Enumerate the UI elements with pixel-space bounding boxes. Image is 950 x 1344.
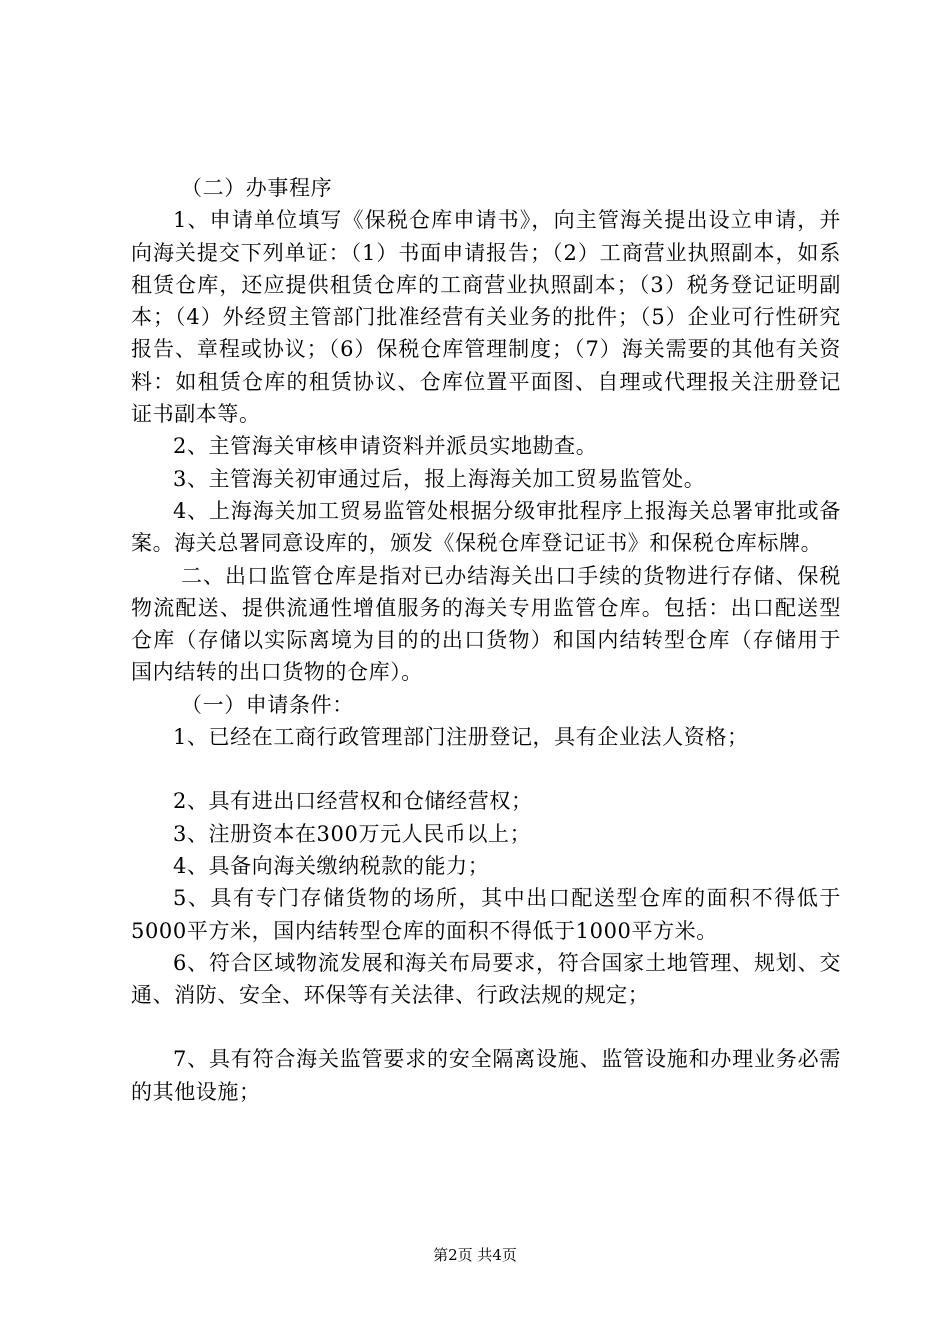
paragraph: 7、具有符合海关监管要求的安全隔离设施、监管设施和办理业务必需的其他设施；	[131, 1047, 841, 1104]
section-heading-procedure: （二）办事程序	[181, 176, 333, 200]
paragraph: 3、主管海关初审通过后，报上海海关加工贸易监管处。	[173, 466, 706, 491]
paragraph: 1、申请单位填写《保税仓库申请书》，向主管海关提出设立申请，并向海关提交下列单证：（1）书面申请报告；（2）工商营业执照副本，如系租赁仓库，还应提供租赁仓库的工商营业执照副本；（3）税务登记证明副本；（4）外经贸主管部门批准经营有关业务的批件；（5）企业可行性研究报告、章程或协议；（6）保税仓库管理制度；（7）海关需要的其他有关资料：如租赁仓库的租赁协议、仓库位置平面图、自理或代理报关注册登记证书副本等。	[131, 208, 841, 427]
paragraph: 二、出口监管仓库是指对已办结海关出口手续的货物进行存储、保税物流配送、提供流通性增值服务的海关专用监管仓库。包括：出口配送型仓库（存储以实际离境为目的的出口货物）和国内结转型仓库（存储用于国内结转的出口货物的仓库）。	[131, 563, 841, 685]
paragraph: 4、具备向海关缴纳税款的能力；	[173, 853, 490, 878]
paragraph: 1、已经在工商行政管理部门注册登记，具有企业法人资格；	[173, 725, 749, 750]
document-body	[131, 172, 841, 1108]
page-footer: 第2页 共4页	[433, 1246, 517, 1264]
paragraph: 3、注册资本在300万元人民币以上；	[173, 821, 532, 846]
paragraph: 4、上海海关加工贸易监管处根据分级审批程序上报海关总署审批或备案。海关总署同意设库的，颁发《保税仓库登记证书》和保税仓库标牌。	[131, 498, 841, 556]
paragraph: 5、具有专门存储货物的场所，其中出口配送型仓库的面积不得低于5000平方米，国内结转型仓库的面积不得低于1000平方米。	[131, 886, 841, 943]
paragraph: 2、具有进出口经营权和仓储经营权；	[173, 789, 533, 814]
paragraph: 2、主管海关审核申请资料并派员实地勘查。	[173, 434, 598, 459]
section-heading-conditions: （一）申请条件：	[181, 692, 354, 717]
paragraph: 6、符合区域物流发展和海关布局要求，符合国家土地管理、规划、交通、消防、安全、环保等有关法律、行政法规的规定；	[131, 950, 841, 1008]
